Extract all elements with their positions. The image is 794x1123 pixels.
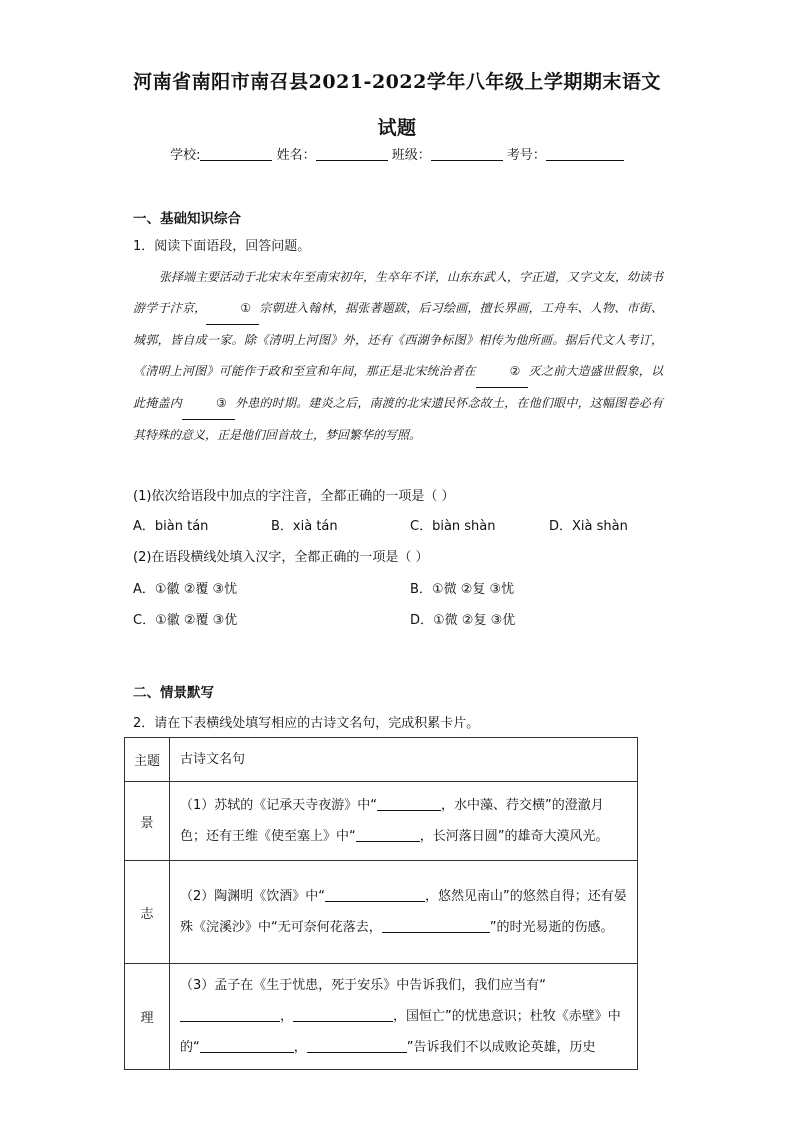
- option-text: ①徽 ②覆 ③忧: [154, 582, 238, 597]
- section2-heading: 二、情景默写: [133, 685, 214, 701]
- fill-blank[interactable]: [382, 918, 490, 933]
- row-theme-scenery: 景: [125, 782, 170, 861]
- option-text: Xià shàn: [572, 519, 628, 534]
- option-text: xià tán: [292, 519, 338, 534]
- passage-text-1: 张择端主要活动于北宋末年至南宋初年，生卒年不详，山东东武人，字正道，又字文友，幼读书游学于汴京，: [133, 270, 664, 315]
- table-row: [125, 861, 638, 964]
- option-letter: D．: [549, 519, 573, 534]
- number-label: 考号：: [506, 148, 546, 163]
- option-text: ①微 ②复 ③忧: [431, 582, 515, 597]
- q1-prompt: 1．阅读下面语段，回答问题。: [133, 239, 311, 254]
- row-text: （3）孟子在《生于忧患，死于安乐》中告诉我们，我们应当有“: [180, 978, 547, 993]
- sub1-question: (1)依次给语段中加点的字注音，全都正确的一项是（ ）: [133, 489, 455, 504]
- row-text: ，: [293, 1040, 307, 1055]
- row-theme-ambition: 志: [125, 861, 170, 964]
- option-letter: A．: [133, 582, 155, 597]
- class-label: 班级：: [391, 148, 431, 163]
- fill-blank[interactable]: [356, 827, 420, 842]
- sub1-option-a[interactable]: [133, 515, 208, 534]
- row-text: ”告诉我们不以成败论英雄，历史: [406, 1040, 596, 1055]
- row-text: ，: [280, 1009, 294, 1024]
- option-text: biàn shàn: [432, 519, 496, 534]
- blank-3-number: ③: [215, 396, 227, 410]
- option-letter: D．: [410, 613, 434, 628]
- student-info-row: [0, 144, 794, 163]
- row-text: （1）苏轼的《记承天寺夜游》中“: [180, 798, 378, 813]
- passage-text-3: 灭之前大造盛世假象，以此掩盖内: [133, 364, 663, 410]
- row-text: ，国恒亡”的忧患意识；杜牧《赤壁》中的“: [180, 1009, 621, 1055]
- option-letter: C．: [133, 613, 156, 628]
- table-header-row: [125, 738, 638, 782]
- accumulation-card-table: [124, 737, 638, 1070]
- header-theme: 主题: [125, 738, 170, 782]
- passage-blank-3: [182, 388, 235, 420]
- table-row: [125, 782, 638, 861]
- blank-2-number: ②: [509, 364, 521, 378]
- school-label: 学校:: [170, 148, 201, 163]
- row-text: （2）陶渊明《饮酒》中“: [180, 889, 326, 904]
- fill-blank[interactable]: [200, 1038, 294, 1053]
- q2-prompt: 2．请在下表横线处填写相应的古诗文名句，完成积累卡片。: [133, 716, 480, 731]
- option-text: ①微 ②复 ③优: [433, 613, 516, 628]
- passage-text-2: 宗朝进入翰林，据张著题跋，后习绘画，擅长界画，工舟车、人物、市街、城郭，皆自成一家。除《清明上河图》外，还有《西湖争标图》相传为他所画。据后代文人考订，《清明上河图》可能作于政和至宣和年间，那正是北宋统治者在: [133, 301, 663, 378]
- passage-text-4: 外患的时期。建炎之后，南渡的北宋遗民怀念故土，在他们眼中，这幅图卷必有其特殊的意义，正是他们回首故土，梦回繁华的写照。: [133, 396, 663, 442]
- class-blank[interactable]: [431, 146, 503, 161]
- fill-blank[interactable]: [180, 1007, 280, 1022]
- row-text: ”的时光易逝的伤感。: [489, 920, 614, 935]
- row-theme-reason: 理: [125, 964, 170, 1070]
- row-lines-scenery: [170, 782, 638, 861]
- sub1-option-c[interactable]: [410, 515, 496, 534]
- option-letter: B．: [410, 582, 432, 597]
- header-lines: 古诗文名句: [170, 738, 638, 782]
- name-label: 姓名：: [276, 148, 316, 163]
- option-text: ①徽 ②覆 ③优: [155, 613, 238, 628]
- number-blank[interactable]: [546, 146, 624, 161]
- sub2-option-c[interactable]: [133, 609, 237, 628]
- name-blank[interactable]: [316, 146, 388, 161]
- fill-blank[interactable]: [293, 1007, 393, 1022]
- section1-heading: 一、基础知识综合: [133, 211, 241, 227]
- table-row: [125, 964, 638, 1070]
- fill-blank[interactable]: [325, 887, 425, 902]
- reading-passage: [133, 262, 663, 451]
- page-title-line1: 河南省南阳市南召县2021-2022学年八年级上学期期末语文: [133, 71, 661, 93]
- option-letter: C．: [410, 519, 433, 534]
- sub2-question: (2)在语段横线处填入汉字，全都正确的一项是（ ）: [133, 550, 429, 565]
- row-text: ，水中藻、荇交横”的澄澈月色；还有王维《使至塞上》中“: [180, 798, 604, 844]
- fill-blank[interactable]: [307, 1038, 407, 1053]
- sub2-option-a[interactable]: [133, 578, 237, 597]
- passage-blank-2: [476, 356, 529, 388]
- sub2-option-d[interactable]: [410, 609, 515, 628]
- row-lines-ambition: [170, 861, 638, 964]
- page-title-line2: 试题: [377, 117, 417, 139]
- row-lines-reason: [170, 964, 638, 1070]
- sub1-option-d[interactable]: [549, 515, 628, 534]
- option-letter: B．: [271, 519, 293, 534]
- sub2-option-b[interactable]: [410, 578, 514, 597]
- option-letter: A．: [133, 519, 155, 534]
- school-blank[interactable]: [200, 146, 272, 161]
- fill-blank[interactable]: [377, 796, 441, 811]
- option-text: biàn tán: [154, 519, 209, 534]
- sub1-option-b[interactable]: [271, 515, 338, 534]
- row-text: ，长河落日圆”的雄奇大漠风光。: [419, 829, 609, 844]
- passage-blank-1: [206, 293, 259, 325]
- blank-1-number: ①: [240, 301, 252, 315]
- row-text: ，悠然见南山”的悠然自得；还有晏殊《浣溪沙》中“无可奈何花落去，: [180, 889, 627, 935]
